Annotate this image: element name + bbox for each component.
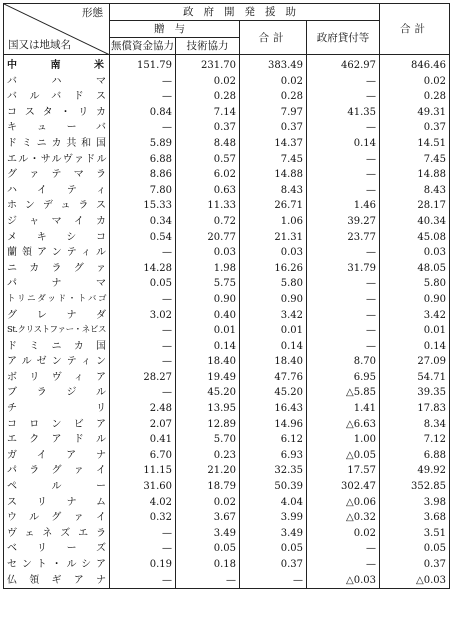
loans-cell: — — [307, 557, 380, 573]
total-cell: 0.90 — [380, 292, 450, 308]
header-subtotal: 合計 — [240, 21, 307, 55]
country-name-cell: コロンビア — [4, 417, 110, 433]
grant-aid-cell: — — [110, 354, 176, 370]
grant-aid-cell: 0.19 — [110, 557, 176, 573]
tech-coop-cell: 0.03 — [176, 245, 240, 261]
grant-aid-cell: — — [110, 245, 176, 261]
table-row — [4, 526, 450, 542]
tech-coop-cell: 5.75 — [176, 276, 240, 292]
grant-aid-cell: 11.15 — [110, 463, 176, 479]
grant-aid-cell: 5.89 — [110, 136, 176, 152]
table-row — [4, 183, 450, 199]
subtotal-cell: 0.02 — [240, 74, 307, 90]
subtotal-cell: 0.14 — [240, 339, 307, 355]
subtotal-cell: 18.40 — [240, 354, 307, 370]
subtotal-cell: 4.04 — [240, 495, 307, 511]
total-cell: 27.09 — [380, 354, 450, 370]
loans-cell: 23.77 — [307, 230, 380, 246]
subtotal-cell: 0.03 — [240, 245, 307, 261]
tech-coop-cell: 45.20 — [176, 385, 240, 401]
grant-aid-cell: — — [110, 120, 176, 136]
loans-cell: — — [307, 323, 380, 339]
table-row — [4, 198, 450, 214]
country-name-cell: バルバドス — [4, 89, 110, 105]
subtotal-cell: 45.20 — [240, 385, 307, 401]
grant-aid-cell: 6.88 — [110, 152, 176, 168]
grant-aid-cell: — — [110, 323, 176, 339]
loans-cell: 0.14 — [307, 136, 380, 152]
grant-aid-cell: — — [110, 573, 176, 589]
table-row — [4, 495, 450, 511]
subtotal-cell: 6.12 — [240, 432, 307, 448]
total-cell: 3.51 — [380, 526, 450, 542]
table-row — [4, 557, 450, 573]
loans-cell: 302.47 — [307, 479, 380, 495]
tech-coop-cell: 0.37 — [176, 120, 240, 136]
table-row — [4, 105, 450, 121]
total-cell: △0.03 — [380, 573, 450, 589]
loans-cell: — — [307, 292, 380, 308]
subtotal-cell: 16.43 — [240, 401, 307, 417]
grant-aid-cell: 0.54 — [110, 230, 176, 246]
subtotal-cell: 7.97 — [240, 105, 307, 121]
country-name-cell: ペルー — [4, 479, 110, 495]
country-name-cell: ハイティ — [4, 183, 110, 199]
table-row — [4, 74, 450, 90]
tech-coop-cell: 231.70 — [176, 55, 240, 74]
loans-cell: 1.46 — [307, 198, 380, 214]
total-cell: 48.05 — [380, 261, 450, 277]
subtotal-cell: 26.71 — [240, 198, 307, 214]
total-cell: 40.34 — [380, 214, 450, 230]
subtotal-cell: 0.05 — [240, 541, 307, 557]
table-row — [4, 214, 450, 230]
grant-aid-cell: 151.79 — [110, 55, 176, 74]
total-cell: 3.42 — [380, 308, 450, 324]
grant-aid-cell: 0.41 — [110, 432, 176, 448]
tech-coop-cell: 0.63 — [176, 183, 240, 199]
table-row — [4, 292, 450, 308]
total-cell: 49.31 — [380, 105, 450, 121]
country-name-cell: ヴェネズエラ — [4, 526, 110, 542]
grant-aid-cell: 6.70 — [110, 448, 176, 464]
table-row — [4, 432, 450, 448]
loans-cell: 39.27 — [307, 214, 380, 230]
loans-cell: — — [307, 308, 380, 324]
tech-coop-cell: 0.01 — [176, 323, 240, 339]
country-name-cell: ドミニカ共和国 — [4, 136, 110, 152]
total-cell: 0.28 — [380, 89, 450, 105]
table-row-region — [4, 55, 450, 74]
grant-aid-cell: — — [110, 526, 176, 542]
tech-coop-cell: 3.67 — [176, 510, 240, 526]
total-cell: 49.92 — [380, 463, 450, 479]
total-cell: 54.71 — [380, 370, 450, 386]
table-row — [4, 370, 450, 386]
total-cell: 14.51 — [380, 136, 450, 152]
total-cell: 3.68 — [380, 510, 450, 526]
header-corner-cell — [4, 4, 110, 55]
header-loans: 政府貸付等 — [307, 21, 380, 55]
table-row — [4, 463, 450, 479]
loans-cell: △6.63 — [307, 417, 380, 433]
country-name-cell: 蘭領アンティル — [4, 245, 110, 261]
total-cell: 0.01 — [380, 323, 450, 339]
tech-coop-cell: 0.57 — [176, 152, 240, 168]
subtotal-cell: 0.28 — [240, 89, 307, 105]
table-row — [4, 245, 450, 261]
subtotal-cell: 3.42 — [240, 308, 307, 324]
subtotal-cell: 14.96 — [240, 417, 307, 433]
grant-aid-cell: 28.27 — [110, 370, 176, 386]
oda-disbursement-table — [3, 3, 450, 589]
subtotal-cell: 0.37 — [240, 557, 307, 573]
total-cell: 846.46 — [380, 55, 450, 74]
grant-aid-cell: — — [110, 89, 176, 105]
grant-aid-cell: — — [110, 385, 176, 401]
country-name-cell: St.クリストファー・ネビス — [4, 323, 110, 339]
country-name-cell: 仏領ギアナ — [4, 573, 110, 589]
subtotal-cell: 0.90 — [240, 292, 307, 308]
grant-aid-cell: — — [110, 541, 176, 557]
subtotal-cell: 7.45 — [240, 152, 307, 168]
total-cell: 28.17 — [380, 198, 450, 214]
loans-cell: — — [307, 167, 380, 183]
tech-coop-cell: 20.77 — [176, 230, 240, 246]
subtotal-cell: 21.31 — [240, 230, 307, 246]
subtotal-cell: 6.93 — [240, 448, 307, 464]
subtotal-cell: 14.37 — [240, 136, 307, 152]
table-row — [4, 152, 450, 168]
loans-cell: 8.70 — [307, 354, 380, 370]
country-name-cell: ニカラグァ — [4, 261, 110, 277]
country-name-cell: アルゼンティン — [4, 354, 110, 370]
subtotal-cell: 0.01 — [240, 323, 307, 339]
table-body — [4, 55, 450, 589]
loans-cell: 41.35 — [307, 105, 380, 121]
country-name-cell: グレナダ — [4, 308, 110, 324]
total-cell: 39.35 — [380, 385, 450, 401]
tech-coop-cell: 6.02 — [176, 167, 240, 183]
grant-aid-cell: 31.60 — [110, 479, 176, 495]
total-cell: 0.02 — [380, 74, 450, 90]
table-row — [4, 308, 450, 324]
loans-cell: 1.00 — [307, 432, 380, 448]
header-form-label: 形態 — [82, 7, 103, 19]
grant-aid-cell: 8.86 — [110, 167, 176, 183]
total-cell: 0.03 — [380, 245, 450, 261]
table-row — [4, 276, 450, 292]
loans-cell: 17.57 — [307, 463, 380, 479]
loans-cell: 462.97 — [307, 55, 380, 74]
country-name-cell: ジャマイカ — [4, 214, 110, 230]
loans-cell: — — [307, 245, 380, 261]
tech-coop-cell: 19.49 — [176, 370, 240, 386]
subtotal-cell: 32.35 — [240, 463, 307, 479]
tech-coop-cell: 3.49 — [176, 526, 240, 542]
country-name-cell: ベリーズ — [4, 541, 110, 557]
table-row — [4, 230, 450, 246]
table-row — [4, 261, 450, 277]
table-row — [4, 541, 450, 557]
table-row — [4, 448, 450, 464]
tech-coop-cell: 0.90 — [176, 292, 240, 308]
country-name-cell: メキシコ — [4, 230, 110, 246]
tech-coop-cell: 21.20 — [176, 463, 240, 479]
country-name-cell: エル・サルヴァドル — [4, 152, 110, 168]
loans-cell: — — [307, 339, 380, 355]
table-row — [4, 573, 450, 589]
country-name-cell: ボリヴィア — [4, 370, 110, 386]
grant-aid-cell: 2.07 — [110, 417, 176, 433]
subtotal-cell: 383.49 — [240, 55, 307, 74]
loans-cell: △0.06 — [307, 495, 380, 511]
grant-aid-cell: 0.84 — [110, 105, 176, 121]
loans-cell: 31.79 — [307, 261, 380, 277]
country-name-cell: キューバ — [4, 120, 110, 136]
tech-coop-cell: 0.02 — [176, 74, 240, 90]
total-cell: 8.43 — [380, 183, 450, 199]
subtotal-cell: 1.06 — [240, 214, 307, 230]
tech-coop-cell: 0.18 — [176, 557, 240, 573]
grant-aid-cell: 0.05 — [110, 276, 176, 292]
table-row — [4, 136, 450, 152]
total-cell: 17.83 — [380, 401, 450, 417]
header-tech-coop: 技術協力 — [176, 38, 240, 55]
country-name-cell: エクアドル — [4, 432, 110, 448]
country-name-cell: ウルグァイ — [4, 510, 110, 526]
country-name-cell: トリニダッド・トバゴ — [4, 292, 110, 308]
table-row — [4, 479, 450, 495]
table-row — [4, 510, 450, 526]
loans-cell: — — [307, 183, 380, 199]
table-row — [4, 385, 450, 401]
subtotal-cell: 16.26 — [240, 261, 307, 277]
country-name-cell: スリナム — [4, 495, 110, 511]
loans-cell: — — [307, 276, 380, 292]
grant-aid-cell: 0.34 — [110, 214, 176, 230]
country-name-cell: ホンデュラス — [4, 198, 110, 214]
tech-coop-cell: 1.98 — [176, 261, 240, 277]
grant-aid-cell: 0.32 — [110, 510, 176, 526]
tech-coop-cell: 0.05 — [176, 541, 240, 557]
loans-cell: △5.85 — [307, 385, 380, 401]
tech-coop-cell: 5.70 — [176, 432, 240, 448]
total-cell: 352.85 — [380, 479, 450, 495]
table-row — [4, 323, 450, 339]
tech-coop-cell: 13.95 — [176, 401, 240, 417]
loans-cell: 6.95 — [307, 370, 380, 386]
subtotal-cell: — — [240, 573, 307, 589]
table-row — [4, 401, 450, 417]
header-country-label: 国又は地域名 — [8, 39, 71, 51]
header-oda: 政府開発援助 — [110, 4, 380, 21]
loans-cell: △0.32 — [307, 510, 380, 526]
tech-coop-cell: 18.40 — [176, 354, 240, 370]
grant-aid-cell: — — [110, 74, 176, 90]
total-cell: 7.12 — [380, 432, 450, 448]
loans-cell: 0.02 — [307, 526, 380, 542]
total-cell: 0.14 — [380, 339, 450, 355]
loans-cell: △0.03 — [307, 573, 380, 589]
total-cell: 0.37 — [380, 120, 450, 136]
country-name-cell: グァテマラ — [4, 167, 110, 183]
grant-aid-cell: 14.28 — [110, 261, 176, 277]
grant-aid-cell: 4.02 — [110, 495, 176, 511]
table-row — [4, 120, 450, 136]
total-cell: 14.88 — [380, 167, 450, 183]
country-name-cell: 中南米 — [4, 55, 110, 74]
loans-cell: — — [307, 120, 380, 136]
total-cell: 8.34 — [380, 417, 450, 433]
loans-cell: 1.41 — [307, 401, 380, 417]
country-name-cell: パラグァイ — [4, 463, 110, 479]
loans-cell: △0.05 — [307, 448, 380, 464]
subtotal-cell: 0.37 — [240, 120, 307, 136]
country-name-cell: ブラジル — [4, 385, 110, 401]
tech-coop-cell: 0.14 — [176, 339, 240, 355]
subtotal-cell: 8.43 — [240, 183, 307, 199]
grant-aid-cell: 15.33 — [110, 198, 176, 214]
header-grant-aid: 無償資金協力 — [110, 38, 176, 55]
total-cell: 5.80 — [380, 276, 450, 292]
loans-cell: — — [307, 152, 380, 168]
table-row — [4, 339, 450, 355]
loans-cell: — — [307, 541, 380, 557]
tech-coop-cell: 12.89 — [176, 417, 240, 433]
total-cell: 45.08 — [380, 230, 450, 246]
tech-coop-cell: — — [176, 573, 240, 589]
tech-coop-cell: 7.14 — [176, 105, 240, 121]
tech-coop-cell: 11.33 — [176, 198, 240, 214]
subtotal-cell: 5.80 — [240, 276, 307, 292]
tech-coop-cell: 0.28 — [176, 89, 240, 105]
country-name-cell: チリ — [4, 401, 110, 417]
country-name-cell: セント・ルシア — [4, 557, 110, 573]
tech-coop-cell: 8.48 — [176, 136, 240, 152]
subtotal-cell: 3.49 — [240, 526, 307, 542]
grant-aid-cell: 7.80 — [110, 183, 176, 199]
table-row — [4, 167, 450, 183]
tech-coop-cell: 0.02 — [176, 495, 240, 511]
country-name-cell: コスタ・リカ — [4, 105, 110, 121]
subtotal-cell: 47.76 — [240, 370, 307, 386]
total-cell: 0.05 — [380, 541, 450, 557]
total-cell: 6.88 — [380, 448, 450, 464]
header-total: 合計 — [380, 4, 450, 55]
grant-aid-cell: 2.48 — [110, 401, 176, 417]
table-row — [4, 417, 450, 433]
loans-cell: — — [307, 89, 380, 105]
subtotal-cell: 14.88 — [240, 167, 307, 183]
loans-cell: — — [307, 74, 380, 90]
country-name-cell: パナマ — [4, 276, 110, 292]
grant-aid-cell: 3.02 — [110, 308, 176, 324]
total-cell: 0.37 — [380, 557, 450, 573]
tech-coop-cell: 0.40 — [176, 308, 240, 324]
table-row — [4, 89, 450, 105]
total-cell: 7.45 — [380, 152, 450, 168]
subtotal-cell: 3.99 — [240, 510, 307, 526]
grant-aid-cell: — — [110, 292, 176, 308]
tech-coop-cell: 18.79 — [176, 479, 240, 495]
country-name-cell: ドミニカ国 — [4, 339, 110, 355]
grant-aid-cell: — — [110, 339, 176, 355]
country-name-cell: バハマ — [4, 74, 110, 90]
table-row — [4, 354, 450, 370]
subtotal-cell: 50.39 — [240, 479, 307, 495]
tech-coop-cell: 0.72 — [176, 214, 240, 230]
header-grant: 贈与 — [110, 21, 240, 38]
country-name-cell: ガイアナ — [4, 448, 110, 464]
tech-coop-cell: 0.23 — [176, 448, 240, 464]
total-cell: 3.98 — [380, 495, 450, 511]
